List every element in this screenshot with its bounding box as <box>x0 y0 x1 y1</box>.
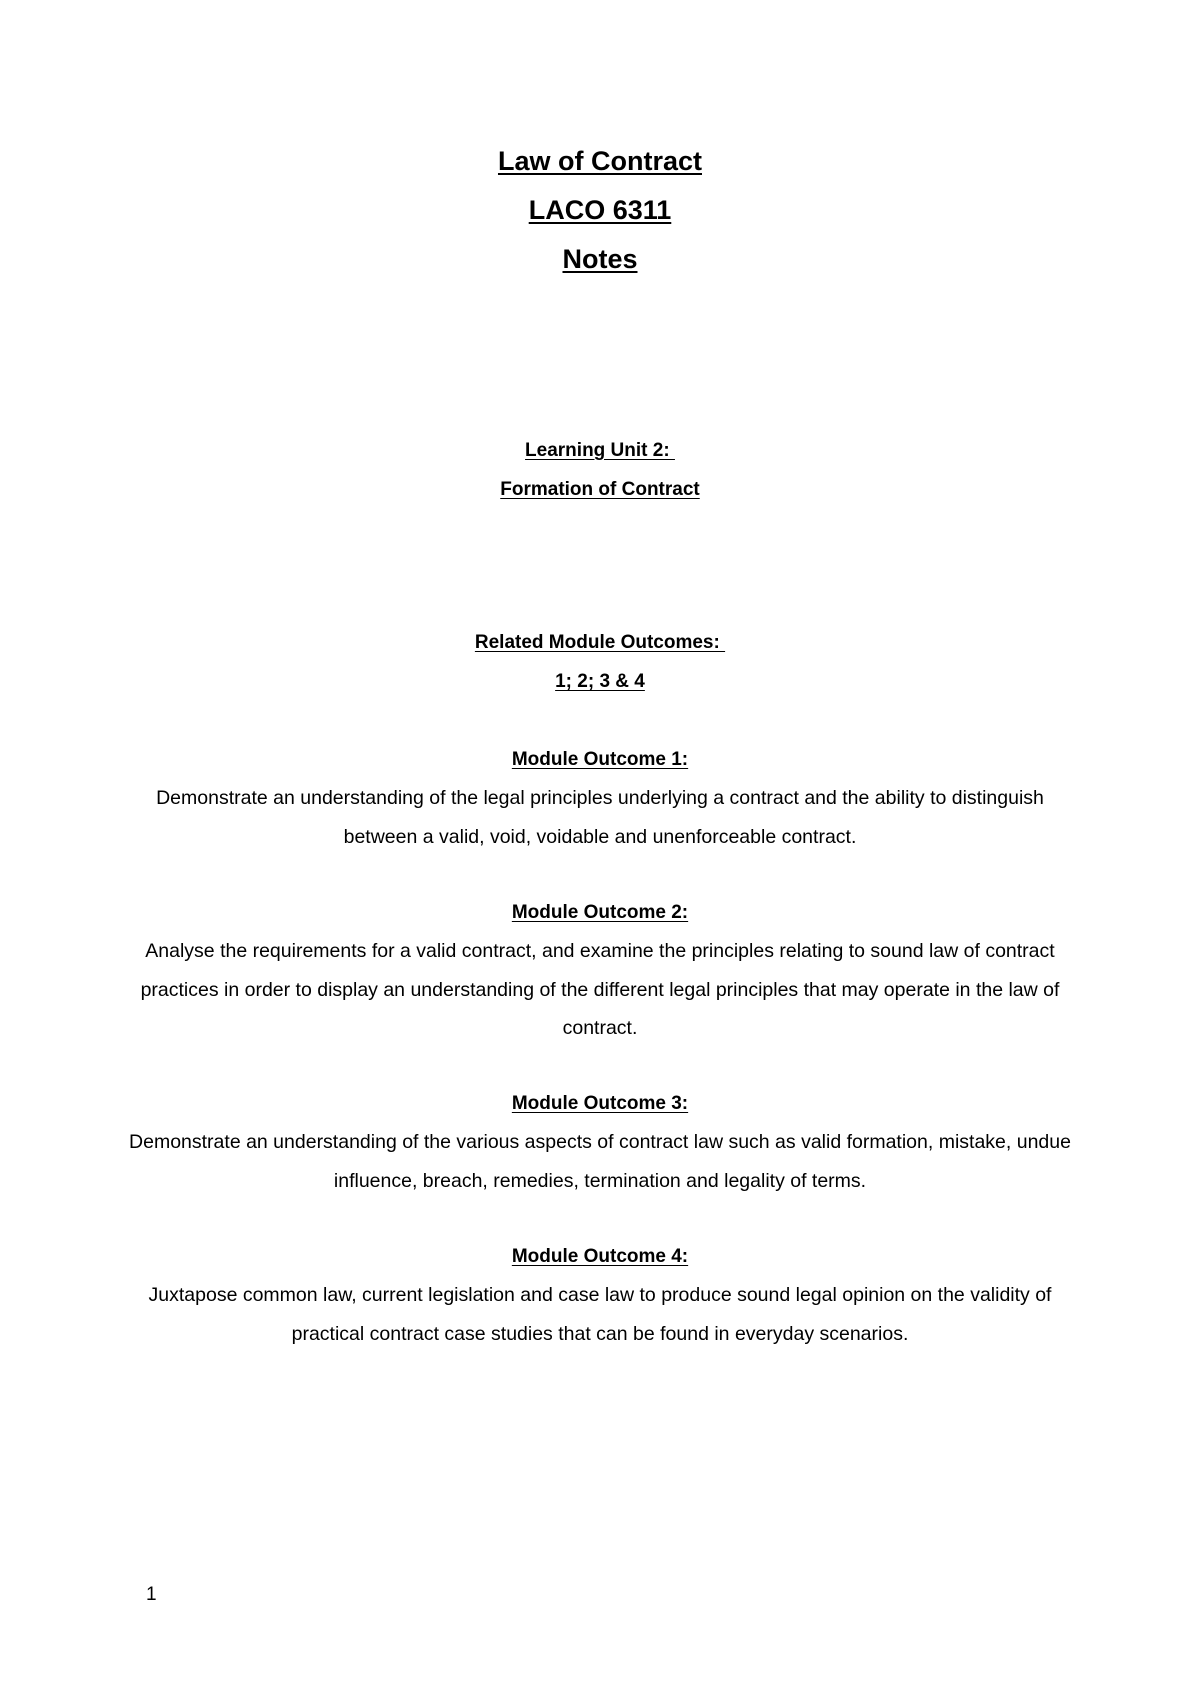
course-code: LACO 6311 <box>528 195 672 225</box>
related-outcomes-numbers: 1; 2; 3 & 4 <box>555 671 645 692</box>
module-outcome-text: Demonstrate an understanding of the legal principles underlying a contract and the ability to distinguish between a valid, void, voidable and unenforceable contract. <box>156 787 1044 848</box>
module-outcome-3 <box>120 1085 1080 1200</box>
module-outcome-text: Juxtapose common law, current legislation and case law to produce sound legal opinion on the validity of practical contract case studies that can be found in everyday scenarios. <box>148 1284 1052 1345</box>
module-outcome-text: Analyse the requirements for a valid contract, and examine the principles relating to sound law of contract practices in order to display an understanding of the different legal principles that may operate in the law of contract. <box>140 940 1060 1039</box>
module-outcome-heading: Module Outcome 2: <box>511 902 689 923</box>
module-outcome-heading: Module Outcome 4: <box>511 1246 689 1267</box>
module-outcome-1 <box>120 741 1080 856</box>
page-number: 1 <box>146 1584 157 1605</box>
module-outcome-heading: Module Outcome 3: <box>511 1093 689 1114</box>
document-type-label: Notes <box>562 244 638 274</box>
learning-unit-subtitle: Formation of Contract <box>500 479 700 500</box>
document-title: Law of Contract <box>497 146 702 176</box>
module-outcome-2 <box>120 894 1080 1048</box>
related-outcomes-heading: Related Module Outcomes: <box>474 632 726 653</box>
learning-unit-heading: Learning Unit 2: <box>525 440 675 461</box>
module-outcome-heading: Module Outcome 1: <box>511 749 689 770</box>
module-outcome-text: Demonstrate an understanding of the various aspects of contract law such as valid formation, mistake, undue influence, breach, remedies, termination and legality of terms. <box>129 1131 1071 1192</box>
module-outcome-4 <box>120 1238 1080 1353</box>
